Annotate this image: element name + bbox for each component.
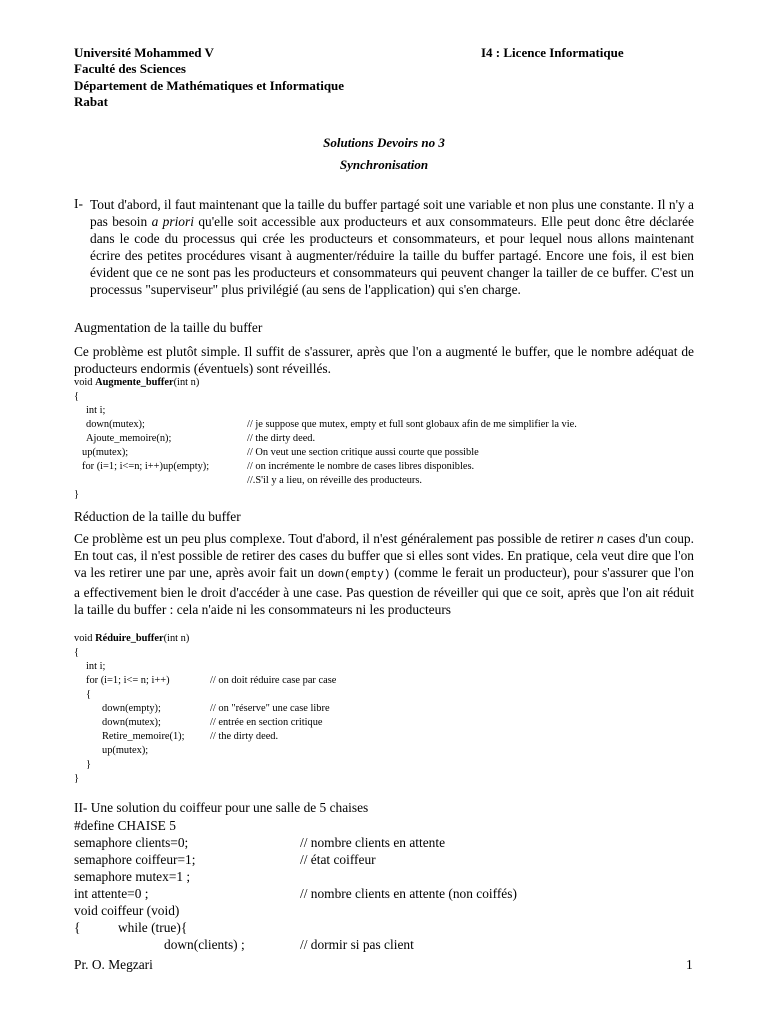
function-name: Augmente_buffer bbox=[95, 377, 174, 388]
code-line: down(mutex); bbox=[102, 717, 161, 728]
code-comment: // dormir si pas client bbox=[300, 937, 414, 952]
keyword: void bbox=[74, 377, 93, 388]
paragraph-text: Ce problème est un peu plus complexe. Tout d'abord, il n'est généralement pas possible de retirer bbox=[74, 531, 594, 546]
paragraph-text: (comme le ferait un producteur), pour s'assurer que l'on a effectivement bien le droit d'accéder à une case. Pas question de réveiller qui que ce soit, après que l'on ait réduit la taille du buffer : cela n'aide ni les consommateurs ni les producteurs bbox=[74, 565, 694, 617]
reduire-signature bbox=[74, 632, 189, 646]
code-comment: // nombre clients en attente (non coiffés) bbox=[300, 886, 517, 901]
code-line: int i; bbox=[86, 661, 106, 672]
code-comment: //.S'il y a lieu, on réveille des producteurs. bbox=[247, 475, 423, 486]
code-line: up(mutex); bbox=[102, 745, 149, 756]
code-comment: // On veut une section critique aussi courte que possible bbox=[247, 447, 479, 458]
paragraph-text: cases d'un coup. En tout cas, il n'est possible de retirer des cases du buffer que si elles sont vides. En pratique, cela veut dire que l'on va les retirer une par une, après avoir fait un bbox=[74, 531, 694, 580]
emphasis-text: n bbox=[596, 531, 604, 546]
code-comment: // je suppose que mutex, empty et full sont globaux afin de me simplifier la vie. bbox=[247, 419, 577, 430]
reduction-paragraph bbox=[74, 530, 694, 618]
code-line: down(empty); bbox=[102, 703, 161, 714]
paragraph-text: Tout d'abord, il faut maintenant que la taille du buffer partagé soit une variable et non plus une constante. Il n'y a pas besoin bbox=[90, 197, 694, 229]
section-2-heading: II- Une solution du coiffeur pour une salle de 5 chaises bbox=[74, 800, 369, 815]
code-comment: // entrée en section critique bbox=[210, 717, 323, 728]
code-line: semaphore mutex=1 ; bbox=[74, 869, 191, 884]
course-label: I4 : Licence Informatique bbox=[481, 45, 624, 60]
section-1-marker: I- bbox=[74, 196, 83, 211]
paragraph-text: qu'elle soit accessible aux producteurs et aux consommateurs. Elle peut donc être déclarée dans le code du processus qui crée les producteurs et consommateurs, et pour lequel nous allons maintenant écrire des petites procédures visant à augmenter/réduire la taille du buffer partagé. Encore une fois, il est bien évident que ce ne sont pas les producteurs et consommateurs qui peuvent changer la tailler de ce buffer. C'est un processus "superviseur" plus privilégié (au sens de l'application) qui s'en charge. bbox=[90, 214, 694, 297]
augmente-signature bbox=[74, 376, 199, 390]
section-1-paragraph bbox=[90, 196, 694, 298]
code-comment: // on incrémente le nombre de cases libres disponibles. bbox=[247, 461, 475, 472]
code-comment: // nombre clients en attente bbox=[300, 835, 446, 850]
code-line: int attente=0 ; bbox=[74, 886, 149, 901]
code-comment: // the dirty deed. bbox=[210, 731, 279, 742]
footer-author: Pr. O. Megzari bbox=[74, 957, 153, 972]
code-comment: // on "réserve" une case libre bbox=[210, 703, 330, 714]
reduction-heading: Réduction de la taille du buffer bbox=[74, 509, 241, 524]
code-line: while (true){ bbox=[118, 920, 188, 935]
code-line: Ajoute_memoire(n); bbox=[86, 433, 172, 444]
inline-code: down(empty) bbox=[317, 569, 391, 581]
department-name: Département de Mathématiques et Informatique bbox=[74, 78, 345, 93]
close-brace: } bbox=[74, 489, 79, 500]
code-line: for (i=1; i<= n; i++) bbox=[86, 675, 170, 686]
emphasis-text: a priori bbox=[151, 214, 194, 229]
code-comment: // état coiffeur bbox=[300, 852, 376, 867]
document-subtitle: Synchronisation bbox=[339, 157, 429, 172]
faculty-name: Faculté des Sciences bbox=[74, 61, 186, 76]
code-line: { bbox=[86, 689, 91, 700]
university-name: Université Mohammed V bbox=[74, 45, 214, 60]
city-name: Rabat bbox=[74, 94, 108, 109]
close-brace: } bbox=[74, 773, 79, 784]
code-line: up(mutex); bbox=[82, 447, 129, 458]
open-brace: { bbox=[74, 391, 79, 402]
code-comment: // on doit réduire case par case bbox=[210, 675, 337, 686]
code-line: down(mutex); bbox=[86, 419, 145, 430]
augmentation-paragraph: Ce problème est plutôt simple. Il suffit de s'assurer, après que l'on a augmenté le buffer, que le nombre adéquat de producteurs endormis (éventuels) sont réveillés. bbox=[74, 344, 694, 376]
code-line: { bbox=[74, 920, 81, 935]
params: (int n) bbox=[163, 633, 190, 644]
code-line: int i; bbox=[86, 405, 106, 416]
code-line: Retire_memoire(1); bbox=[102, 731, 185, 742]
code-line: down(clients) ; bbox=[164, 937, 245, 952]
code-comment: // the dirty deed. bbox=[247, 433, 316, 444]
code-line: #define CHAISE 5 bbox=[74, 818, 176, 833]
code-line: void coiffeur (void) bbox=[74, 903, 180, 918]
keyword: void bbox=[74, 633, 93, 644]
code-line: for (i=1; i<=n; i++)up(empty); bbox=[82, 461, 210, 472]
page-number: 1 bbox=[686, 957, 693, 972]
code-line: } bbox=[86, 759, 91, 770]
augmentation-heading: Augmentation de la taille du buffer bbox=[74, 320, 263, 335]
params: (int n) bbox=[173, 377, 200, 388]
document-title: Solutions Devoirs no 3 bbox=[323, 135, 445, 150]
code-line: semaphore clients=0; bbox=[74, 835, 189, 850]
function-name: Réduire_buffer bbox=[95, 633, 164, 644]
code-line: semaphore coiffeur=1; bbox=[74, 852, 196, 867]
open-brace: { bbox=[74, 647, 79, 658]
